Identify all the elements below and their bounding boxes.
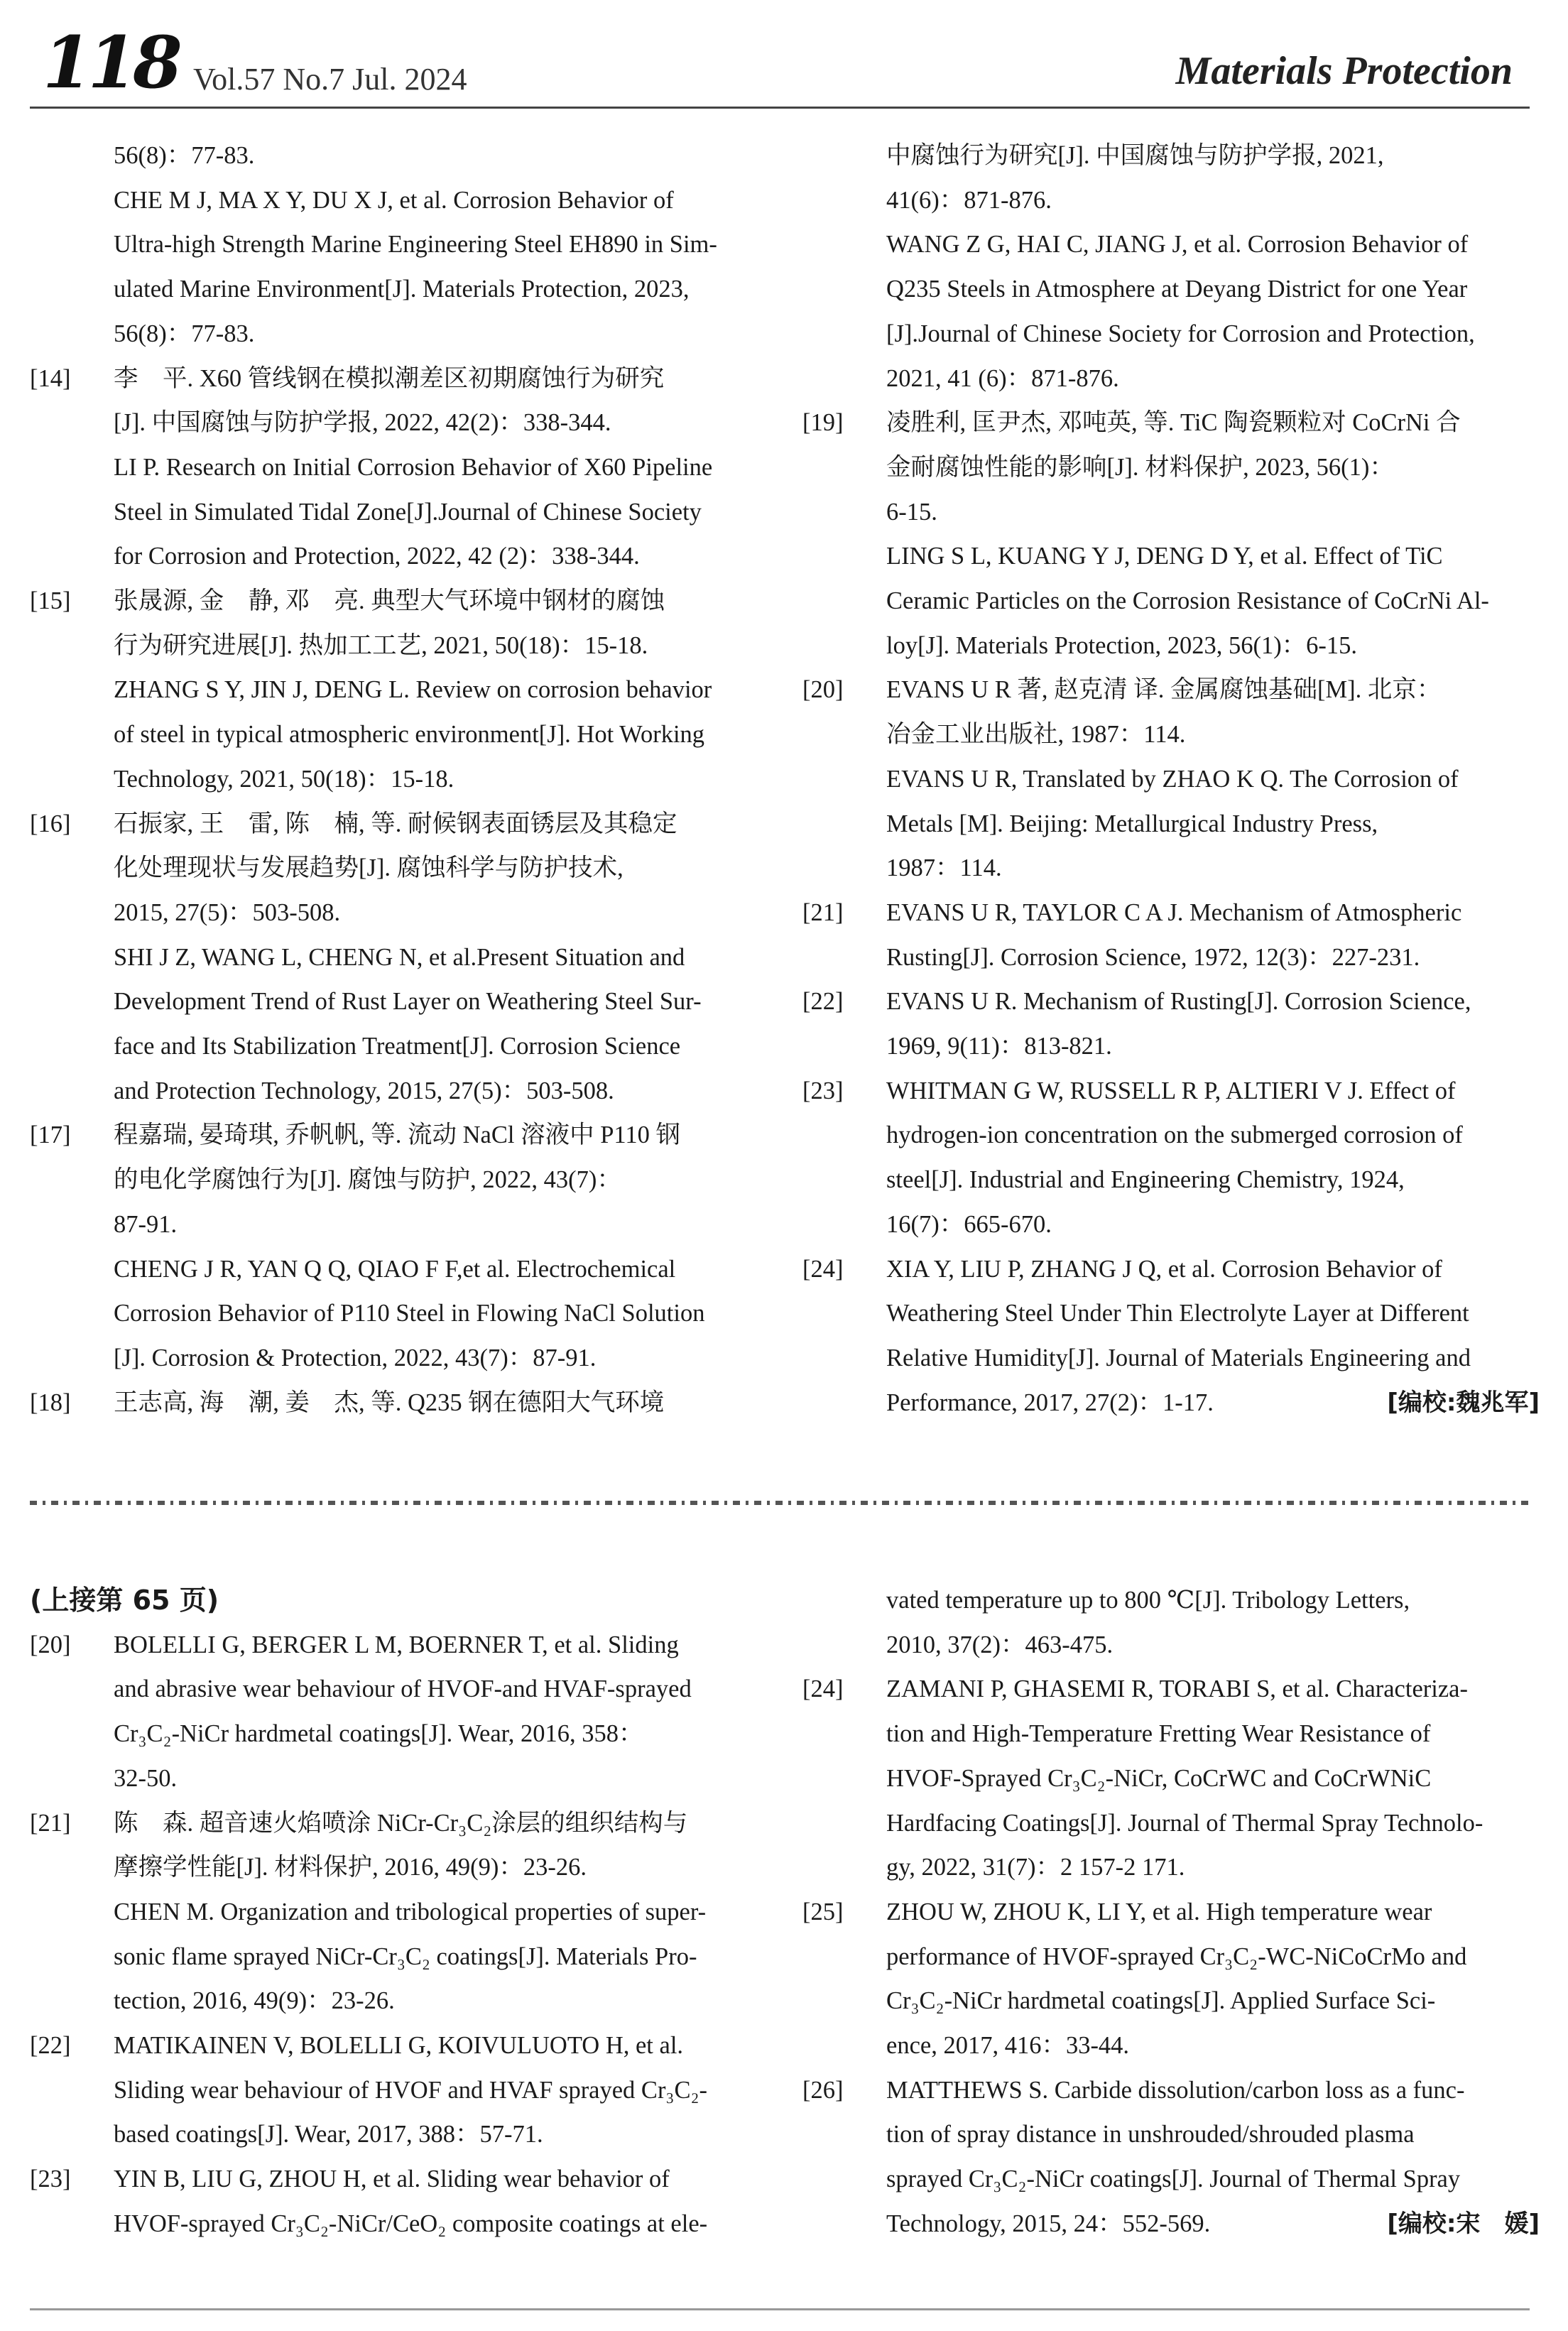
text-line: of steel in typical atmospheric environment[J]. Hot Working (114, 721, 705, 749)
reference-number: [25] (802, 1898, 844, 1925)
text-line: 金耐腐蚀性能的影响[J]. 材料保护, 2023, 56(1)： (886, 453, 1394, 481)
text-line: 87-91. (114, 1210, 178, 1238)
text-line: Technology, 2021, 50(18)：15-18. (114, 765, 454, 793)
text-line: ence, 2017, 416：33-44. (886, 2032, 1130, 2060)
text-line: Metals [M]. Beijing: Metallurgical Industry Press, (886, 810, 1378, 837)
text-line: EVANS U R 著, 赵克清 译. 金属腐蚀基础[M]. 北京： (886, 676, 1442, 704)
text-line: 张晟源, 金 静, 邓 亮. 典型大气环境中钢材的腐蚀 (114, 587, 665, 615)
text-line: 56(8)：77-83. (114, 320, 255, 347)
text-line: Cr₃C₂-NiCr hardmetal coatings[J]. Wear, 2016, 358： (114, 1720, 643, 1748)
text-line: Technology, 2015, 24：552-569. [编校:宋 媛] (886, 2202, 1540, 2246)
text-line: LI P. Research on Initial Corrosion Behavior of X60 Pipeline (114, 453, 713, 481)
text-line: 陈 森. 超音速火焰喷涂 NiCr-Cr₃C₂涂层的组织结构与 (114, 1809, 688, 1837)
text-line: vated temperature up to 800 ℃[J]. Tribology Letters, (886, 1587, 1410, 1614)
text-line: Cr₃C₂-NiCr hardmetal coatings[J]. Applied Surface Sci- (886, 1987, 1436, 2015)
text-line: 化处理现状与发展趋势[J]. 腐蚀科学与防护技术, (114, 854, 624, 882)
reference-entry (802, 891, 1540, 979)
text-line: 凌胜利, 匡尹杰, 邓吨英, 等. TiC 陶瓷颗粒对 CoCrNi 合 (886, 409, 1461, 437)
editor-signature: [编校:宋 媛] (1387, 2209, 1540, 2238)
editor-signature: [编校:魏兆军] (1387, 1388, 1540, 1417)
text-line: and abrasive wear behaviour of HVOF-and HVAF-sprayed (114, 1675, 692, 1703)
text-line: Weathering Steel Under Thin Electrolyte Layer at Different (886, 1300, 1469, 1327)
text-line: Sliding wear behaviour of HVOF and HVAF sprayed Cr₃C₂- (114, 2076, 707, 2104)
text-line: 16(7)：665-670. (886, 1210, 1052, 1238)
reference-entry (802, 401, 1540, 668)
text-line: [J]. Corrosion & Protection, 2022, 43(7)：87-91. (114, 1344, 597, 1371)
text-line: 石振家, 王 雷, 陈 楠, 等. 耐候钢表面锈层及其稳定 (114, 810, 677, 837)
reference-entry (30, 1381, 761, 1425)
header-rule (30, 107, 1530, 109)
text-line: CHEN M. Organization and tribological properties of super- (114, 1898, 707, 1925)
reference-entry (802, 1069, 1540, 1247)
text-line: CHENG J R, YAN Q Q, QIAO F F,et al. Electrochemical (114, 1255, 676, 1283)
reference-entry (30, 579, 761, 802)
bottom-left-column (30, 1578, 761, 2246)
text-line: 1969, 9(11)：813-821. (886, 1033, 1112, 1060)
reference-number: [22] (30, 2032, 71, 2060)
text-line: MATTHEWS S. Carbide dissolution/carbon loss as a func- (886, 2076, 1465, 2104)
text-line: sonic flame sprayed NiCr-Cr₃C₂ coatings[J]. Materials Pro- (114, 1942, 697, 1970)
reference-entry (802, 979, 1540, 1068)
reference-entry (802, 1247, 1540, 1425)
text-line: 李 平. X60 管线钢在模拟潮差区初期腐蚀行为研究 (114, 364, 665, 392)
text-line: 1987：114. (886, 854, 1002, 882)
continued-reference (802, 134, 1540, 401)
text-line: ZHOU W, ZHOU K, LI Y, et al. High temperature wear (886, 1898, 1432, 1925)
text-line: LING S L, KUANG Y J, DENG D Y, et al. Effect of TiC (886, 543, 1443, 570)
text-line: MATIKAINEN V, BOLELLI G, KOIVULUOTO H, et al. (114, 2032, 684, 2060)
text-line: 6-15. (886, 498, 937, 526)
text-line: 的电化学腐蚀行为[J]. 腐蚀与防护, 2022, 43(7)： (114, 1166, 621, 1194)
text-line: ulated Marine Environment[J]. Materials Protection, 2023, (114, 276, 690, 303)
text-line: and Protection Technology, 2015, 27(5)：503-508. (114, 1077, 614, 1104)
text-line: CHE M J, MA X Y, DU X J, et al. Corrosion Behavior of (114, 186, 674, 214)
reference-number: [26] (802, 2076, 844, 2104)
reference-entry (802, 1667, 1540, 1890)
reference-number: [16] (30, 810, 71, 837)
text-line: ZHANG S Y, JIN J, DENG L. Review on corrosion behavior (114, 676, 712, 704)
reference-number: [21] (802, 898, 844, 926)
text-line: 2015, 27(5)：503-508. (114, 898, 341, 926)
reference-number: [19] (802, 409, 844, 437)
reference-number: [21] (30, 1809, 71, 1837)
text-line: EVANS U R, TAYLOR C A J. Mechanism of Atmospheric (886, 898, 1462, 926)
reference-number: [18] (30, 1389, 71, 1416)
text-line: EVANS U R. Mechanism of Rusting[J]. Corrosion Science, (886, 988, 1471, 1016)
reference-number: [20] (30, 1631, 71, 1658)
continued-reference (802, 1578, 1540, 1667)
text-line: Performance, 2017, 27(2)：1-17. [编校:魏兆军] (886, 1381, 1540, 1425)
reference-number: [23] (30, 2166, 71, 2193)
reference-number: [24] (802, 1255, 844, 1283)
text-line: HVOF-sprayed Cr₃C₂-NiCr/CeO₂ composite coatings at ele- (114, 2210, 708, 2237)
journal-title: Materials Protection (1175, 49, 1513, 93)
text-line: WHITMAN G W, RUSSELL R P, ALTIERI V J. Effect of (886, 1077, 1456, 1104)
text-line: 程嘉瑞, 晏琦琪, 乔帆帆, 等. 流动 NaCl 溶液中 P110 钢 (114, 1121, 680, 1149)
text-line: ZAMANI P, GHASEMI R, TORABI S, et al. Characteriza- (886, 1675, 1468, 1703)
text-line: loy[J]. Materials Protection, 2023, 56(1)：6-15. (886, 631, 1358, 659)
text-line: for Corrosion and Protection, 2022, 42 (2)：338-344. (114, 543, 640, 570)
text-line: 王志高, 海 潮, 姜 杰, 等. Q235 钢在德阳大气环境 (114, 1389, 665, 1416)
page-number: 118 (43, 21, 178, 104)
text-line: [J]. 中国腐蚀与防护学报, 2022, 42(2)：338-344. (114, 409, 611, 437)
text-line: SHI J Z, WANG L, CHENG N, et al.Present Situation and (114, 943, 685, 971)
reference-entry (30, 357, 761, 580)
bottom-right-column (802, 1578, 1540, 2246)
reference-entry (30, 2157, 761, 2246)
reference-number: [20] (802, 676, 844, 704)
issue-info: Vol.57 No.7 Jul. 2024 (193, 62, 467, 97)
reference-entry (30, 1113, 761, 1380)
text-line: XIA Y, LIU P, ZHANG J Q, et al. Corrosion Behavior of (886, 1255, 1442, 1283)
text-line: Hardfacing Coatings[J]. Journal of Thermal Spray Technolo- (886, 1809, 1483, 1837)
reference-entry (30, 802, 761, 1114)
text-line: HVOF-Sprayed Cr₃C₂-NiCr, CoCrWC and CoCrWNiC (886, 1764, 1432, 1792)
text-line: 2021, 41 (6)：871-876. (886, 364, 1119, 392)
text-line: Corrosion Behavior of P110 Steel in Flowing NaCl Solution (114, 1300, 705, 1327)
text-line: gy, 2022, 31(7)：2 157-2 171. (886, 1854, 1185, 1881)
text-line: 行为研究进展[J]. 热加工工艺, 2021, 50(18)：15-18. (114, 631, 648, 659)
text-line: YIN B, LIU G, ZHOU H, et al. Sliding wear behavior of (114, 2166, 670, 2193)
text-line: 冶金工业出版社, 1987：114. (886, 721, 1186, 749)
text-line: [J].Journal of Chinese Society for Corrosion and Protection, (886, 320, 1475, 347)
text-line: tion of spray distance in unshrouded/shrouded plasma (886, 2121, 1415, 2148)
reference-number: [23] (802, 1077, 844, 1104)
text-line: face and Its Stabilization Treatment[J]. Corrosion Science (114, 1033, 681, 1060)
reference-number: [24] (802, 1675, 844, 1703)
text-line: Relative Humidity[J]. Journal of Materials Engineering and (886, 1344, 1471, 1371)
text-line: BOLELLI G, BERGER L M, BOERNER T, et al. Sliding (114, 1631, 679, 1658)
reference-number: [17] (30, 1121, 71, 1149)
running-header (43, 21, 1513, 105)
reference-entry (30, 1623, 761, 1801)
section-divider (30, 1501, 1530, 1505)
text-line: Ultra-high Strength Marine Engineering Steel EH890 in Sim- (114, 231, 717, 259)
text-line: 摩擦学性能[J]. 材料保护, 2016, 49(9)：23-26. (114, 1854, 587, 1881)
reference-entry (802, 668, 1540, 891)
reference-entry (802, 2068, 1540, 2246)
text-line: 2010, 37(2)：463-475. (886, 1631, 1114, 1658)
text-line: EVANS U R, Translated by ZHAO K Q. The Corrosion of (886, 765, 1459, 793)
reference-entry (802, 1890, 1540, 2068)
text-line: hydrogen-ion concentration on the submerged corrosion of (886, 1121, 1463, 1149)
top-right-column (802, 134, 1540, 1425)
text-line: steel[J]. Industrial and Engineering Chemistry, 1924, (886, 1166, 1405, 1194)
reference-number: [22] (802, 988, 844, 1016)
text-line: Steel in Simulated Tidal Zone[J].Journal of Chinese Society (114, 498, 702, 526)
footer-rule (30, 2308, 1530, 2310)
top-left-column (30, 134, 761, 1425)
text-line: Development Trend of Rust Layer on Weathering Steel Sur- (114, 988, 702, 1016)
text-line: 56(8)：77-83. (114, 142, 255, 169)
reference-entry (30, 1801, 761, 2024)
continued-reference (30, 134, 761, 357)
text-line: tion and High-Temperature Fretting Wear Resistance of (886, 1720, 1431, 1748)
text-line: WANG Z G, HAI C, JIANG J, et al. Corrosion Behavior of (886, 231, 1469, 259)
text-line: sprayed Cr₃C₂-NiCr coatings[J]. Journal of Thermal Spray (886, 2166, 1461, 2193)
text-line: tection, 2016, 49(9)：23-26. (114, 1987, 395, 2015)
text-line: based coatings[J]. Wear, 2017, 388：57-71. (114, 2121, 543, 2148)
reference-number: [14] (30, 364, 71, 392)
text-line: 41(6)：871-876. (886, 186, 1052, 214)
reference-entry (30, 2023, 761, 2157)
text-line: Ceramic Particles on the Corrosion Resistance of CoCrNi Al- (886, 587, 1489, 615)
text-line: Rusting[J]. Corrosion Science, 1972, 12(3)：227-231. (886, 943, 1420, 971)
text-line: Q235 Steels in Atmosphere at Deyang District for one Year (886, 276, 1468, 303)
text-line: 32-50. (114, 1764, 178, 1792)
continued-from-note: (上接第 65 页) (30, 1585, 219, 1616)
text-line: performance of HVOF-sprayed Cr₃C₂-WC-NiCoCrMo and (886, 1942, 1467, 1970)
reference-number: [15] (30, 587, 71, 615)
text-line: 中腐蚀行为研究[J]. 中国腐蚀与防护学报, 2021, (886, 142, 1384, 169)
